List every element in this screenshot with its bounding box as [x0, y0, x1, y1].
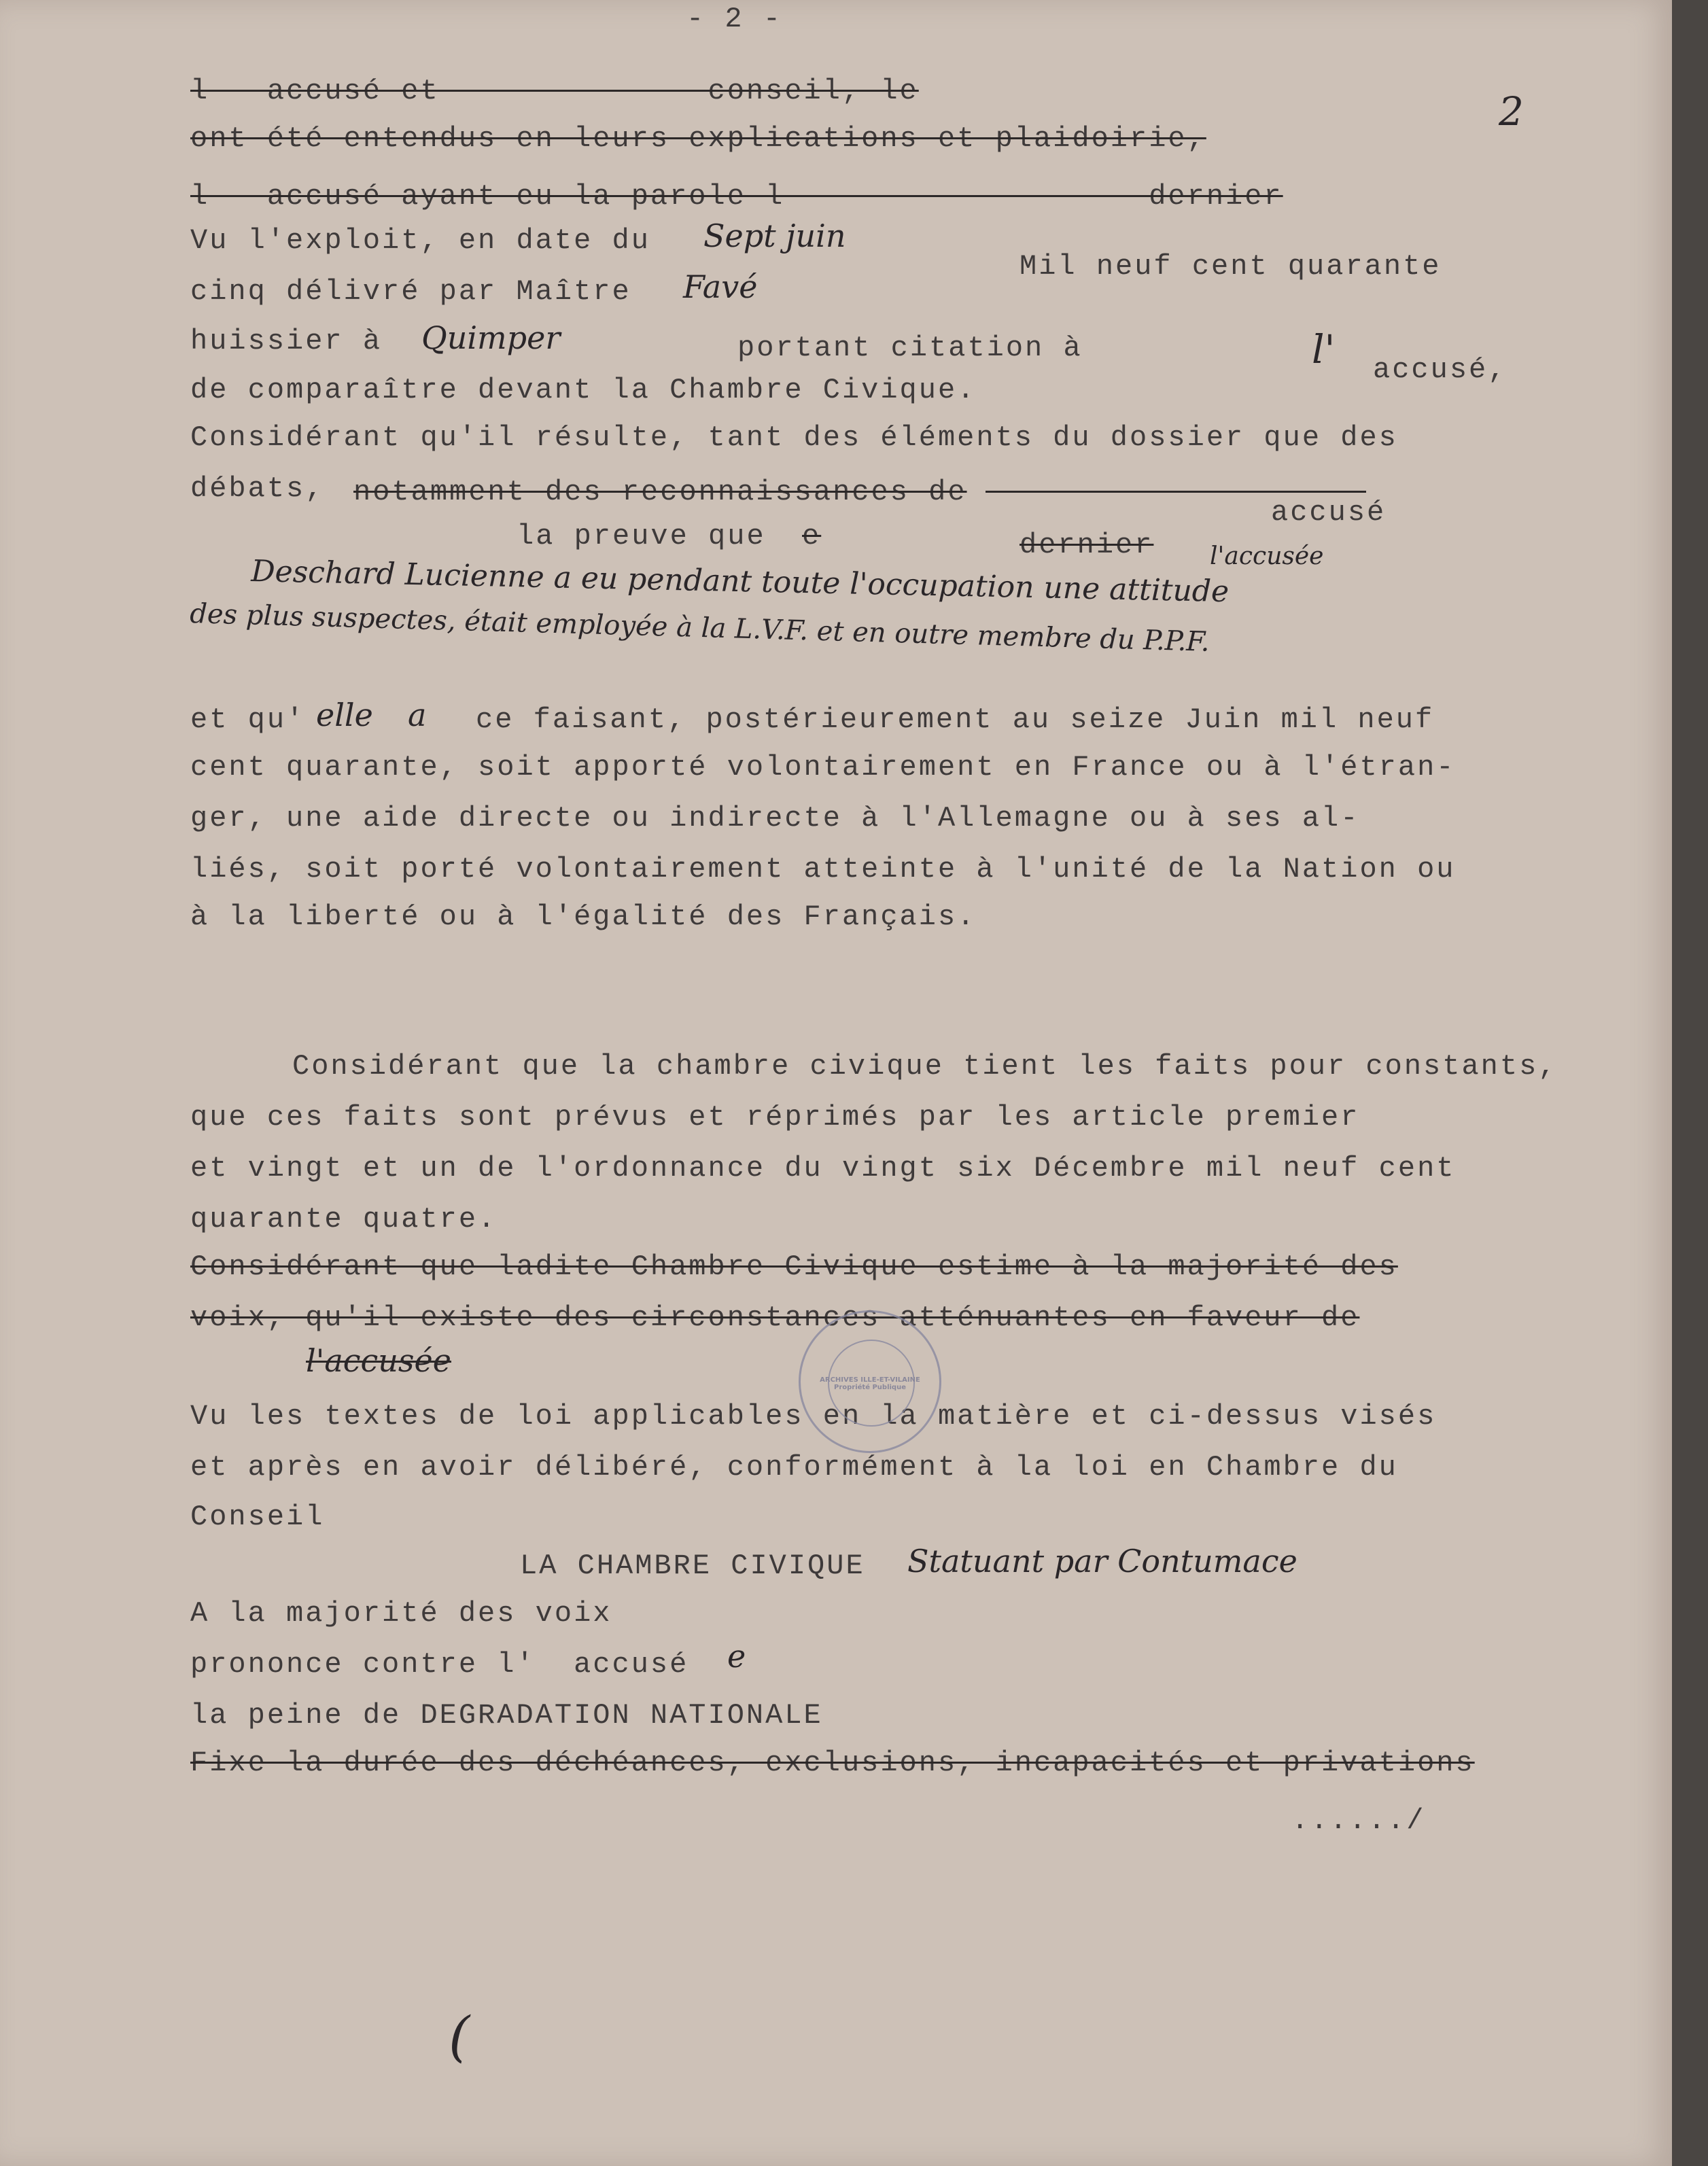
struck-fixe-duree: Fixe la durée des déchéances, exclusions, incapacités et privations: [190, 1747, 1475, 1779]
stamp-text: ARCHIVES ILLE-ET-VILAINE Propriété Publique: [820, 1376, 920, 1391]
facts-line-3: ger, une aide directe ou indirecte à l'Allemagne ou à ses al-: [190, 802, 1360, 835]
peine-line: la peine de DEGRADATION NATIONALE: [190, 1699, 823, 1732]
accuse-word-2: accusé: [1271, 496, 1387, 529]
hand-huissier-name: Favé: [683, 268, 758, 305]
hand-body-line-2: des plus suspectes, était employée à la L.V.F. et en outre membre du P.P.F.: [189, 598, 1210, 658]
textes-line: Vu les textes de loi applicables en la matière et ci-dessus visés: [190, 1400, 1437, 1433]
continuation-dots: ....../: [1291, 1804, 1426, 1837]
facts-line-1: ce faisant, postérieurement au seize Juin mil neuf: [476, 703, 1435, 736]
majorite-line: A la majorité des voix: [190, 1597, 612, 1630]
struck-dernier: dernier: [1019, 529, 1154, 561]
struck-circonstances-2: voix, qu'il existe des circonstances atténuantes en faveur de: [190, 1302, 1360, 1334]
huissier-line: huissier à: [190, 325, 383, 357]
facts-line-1-start: et qu': [190, 703, 306, 736]
hand-date: Sept juin: [703, 217, 846, 254]
hand-struck-accusee: l'accusée: [306, 1342, 451, 1379]
considerant-chambre: Considérant que la chambre civique tient les faits pour constants,: [292, 1050, 1558, 1083]
hand-city: Quimper: [421, 319, 561, 356]
struck-line-3: l accusé ayant eu la parole l dernier: [190, 180, 1283, 213]
hand-a: a: [408, 697, 427, 733]
preuve-line: la preuve que: [517, 520, 766, 553]
hand-article: l': [1312, 326, 1336, 372]
conseil-line: Conseil: [190, 1501, 325, 1533]
exploit-line: Vu l'exploit, en date du: [190, 224, 650, 257]
hand-accusee-above: l'accusée: [1210, 542, 1324, 570]
struck-line-2: ont été entendus en leurs explications et plaidoirie,: [190, 122, 1206, 155]
archives-stamp: [799, 1310, 941, 1453]
hand-bracket: (: [449, 2005, 470, 2068]
hand-body-line-1: Deschard Lucienne a eu pendant toute l'occupation une attitude: [250, 554, 1230, 610]
delibere-line: et après en avoir délibéré, conformément à la loi en Chambre du: [190, 1451, 1398, 1484]
hand-elle: elle: [316, 697, 373, 733]
prevus-line: que ces faits sont prévus et réprimés par les article premier: [190, 1101, 1360, 1134]
folio-number: 2: [1499, 88, 1524, 135]
prononce-line: prononce contre l' accusé: [190, 1648, 689, 1681]
citation-text: portant citation à: [737, 332, 1083, 364]
considerant-line-1: Considérant qu'il résulte, tant des éléments du dossier que des: [190, 421, 1398, 454]
exploit-year: Mil neuf cent quarante: [1019, 250, 1442, 283]
hand-fem-e2: e: [727, 1638, 746, 1675]
ordonnance-line: et vingt et un de l'ordonnance du vingt six Décembre mil neuf cent: [190, 1152, 1456, 1185]
hand-statuant: Statuant par Contumace: [907, 1543, 1297, 1579]
delivery-line: cinq délivré par Maître: [190, 275, 631, 308]
comparaitre-line: de comparaître devant la Chambre Civique.: [190, 374, 977, 406]
accuse-word: accusé,: [1373, 353, 1507, 386]
quarante-quatre: quarante quatre.: [190, 1203, 498, 1236]
struck-line-1: l accusé et conseil, le: [190, 75, 919, 107]
facts-line-4: liés, soit porté volontairement atteinte à l'unité de la Nation ou: [190, 853, 1456, 886]
page-number: - 2 -: [686, 3, 783, 35]
facts-line-5: à la liberté ou à l'égalité des Français.: [190, 901, 977, 933]
strike-rule-debats: [986, 491, 1366, 493]
facts-line-2: cent quarante, soit apporté volontairement en France ou à l'étran-: [190, 751, 1456, 784]
struck-e: e: [802, 520, 822, 553]
chambre-heading: LA CHAMBRE CIVIQUE: [520, 1550, 865, 1582]
struck-reconnaissances: notamment des reconnaissances de: [353, 476, 967, 508]
struck-circonstances-1: Considérant que ladite Chambre Civique estime à la majorité des: [190, 1251, 1398, 1283]
debats-word: débats,: [190, 472, 325, 505]
